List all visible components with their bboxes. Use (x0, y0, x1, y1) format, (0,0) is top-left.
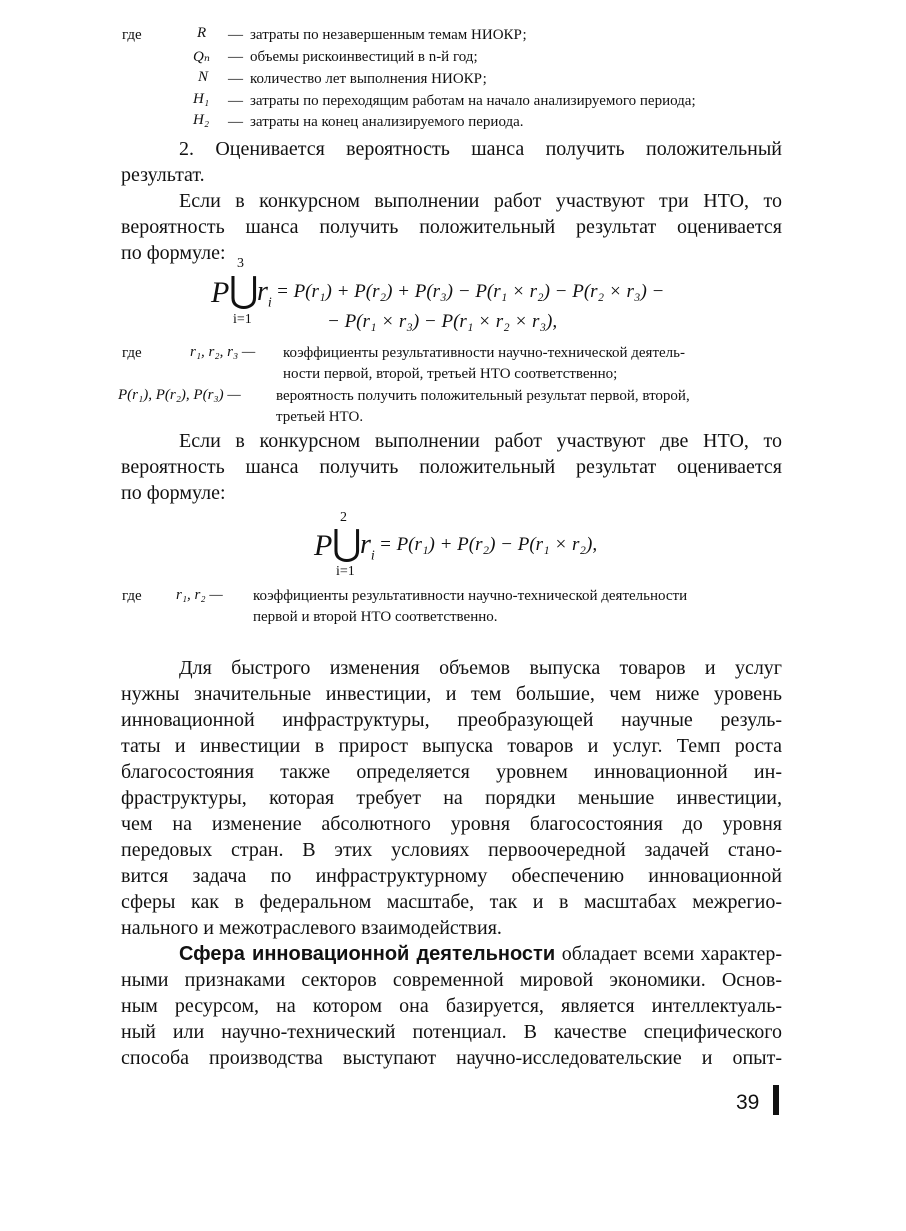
text-line: Для быстрого изменения объемов выпуска товаров и услуг (179, 657, 782, 679)
r-i-symbol: $r_i$ (360, 529, 375, 564)
formula-rhs-line-1: = P(r₁) + P(r₂) + P(r₃) − P(r₁ × r₂) − P(r₂ × r₃) − (276, 281, 665, 302)
definition-N: количество лет выполнения НИОКР; (250, 71, 487, 87)
main-paragraph (121, 655, 782, 941)
text-line: 2. Оценивается вероятность шанса получить положительный (179, 138, 782, 160)
dash: — (228, 114, 243, 130)
text-line: способа производства выступают научно-исследовательские и опыт- (121, 1047, 782, 1069)
definition-r-line-1: коэффициенты результативности научно-технической деятельности (253, 588, 688, 604)
definition-H2: затраты на конец анализируемого периода. (250, 114, 524, 130)
text-line: по формуле: (121, 482, 226, 504)
text-line: сферы как в федеральном масштабе, так и в масштабах межрегио- (121, 891, 782, 913)
dash: — (228, 49, 243, 65)
union-icon: ⋃ (332, 523, 362, 564)
formula-rhs: = P(r₁) + P(r₂) − P(r₁ × r₂), (379, 534, 598, 555)
text-line: результат. (121, 164, 205, 186)
sphere-paragraph (121, 941, 782, 1071)
where-label: где (122, 27, 142, 43)
definition-R: затраты по незавершенным темам НИОКР; (250, 27, 527, 43)
text-line: ный или научно-технический потенциал. В качестве специфического (121, 1021, 782, 1043)
definition-P-line-1: вероятность получить положительный результат первой, второй, (276, 388, 690, 404)
text-line: передовых стран. В этих условиях первоочередной задачей стано- (121, 839, 782, 861)
text-line: таты и инвестиции в прирост выпуска товаров и услуг. Темп роста (121, 735, 782, 757)
page-number: 39 (736, 1091, 760, 1114)
text-line: нужны значительные инвестиции, и тем большие, чем ниже уровень (121, 683, 782, 705)
text-line: ным ресурсом, на котором она базируется, является интеллектуаль- (121, 995, 782, 1017)
text-line: по формуле: (121, 242, 226, 264)
symbol-N: N (198, 69, 209, 85)
symbol-H2: H₂ (193, 112, 210, 128)
symbols-r: r₁, r₂ — (176, 587, 223, 603)
definition-r-line-2: ности первой, второй, третьей НТО соответственно; (283, 366, 618, 382)
definition-H1: затраты по переходящим работам на начало анализируемого периода; (250, 93, 696, 109)
definition-P-line-2: третьей НТО. (276, 409, 364, 425)
definition-r-line-1: коэффициенты результативности научно-технической деятель- (283, 345, 685, 361)
symbols-r: r₁, r₂, r₃ — (190, 344, 256, 360)
union-icon: ⋃ (229, 270, 259, 311)
text-line: чем на изменение абсолютного уровня благосостояния до уровня (121, 813, 782, 835)
symbol-R: R (197, 25, 207, 41)
bold-term: Сфера инновационной деятельности (179, 943, 556, 965)
text-line: благосостояния также определяется уровнем инновационной ин- (121, 761, 782, 783)
text-line: вероятность шанса получить положительный результат оценивается (121, 456, 782, 478)
union-lower-limit: i=1 (336, 564, 355, 579)
text-line: фраструктуры, которая требует на порядки меньшие инвестиции, (121, 787, 782, 809)
where-label: где (122, 345, 142, 361)
probability-symbol: P (314, 529, 333, 562)
text-fragment: обладает всеми характер- (555, 943, 782, 965)
definition-r-line-2: первой и второй НТО соответственно. (253, 609, 498, 625)
union-upper-limit: 2 (340, 510, 347, 525)
symbol-H1: H₁ (193, 91, 210, 107)
text-line: нального и межотраслевого взаимодействия. (121, 917, 502, 939)
definition-Qn: объемы рискоинвестиций в n-й год; (250, 49, 478, 65)
item-2-paragraph (121, 136, 782, 188)
where-label: где (122, 588, 142, 604)
dash: — (228, 71, 243, 87)
page-number-bar (773, 1085, 779, 1115)
text-line: вероятность шанса получить положительный результат оценивается (121, 216, 782, 238)
symbol-Qn: Qₙ (193, 49, 210, 65)
union-lower-limit: i=1 (233, 312, 252, 327)
formula-rhs-line-2: − P(r₁ × r₃) − P(r₁ × r₂ × r₃), (327, 311, 558, 332)
text-line: Если в конкурсном выполнении работ участвуют две НТО, то (179, 430, 782, 452)
two-nto-paragraph (121, 428, 782, 506)
probability-symbol: P (211, 276, 230, 309)
text-line: инновационной инфраструктуры, преобразующей научные резуль- (121, 709, 782, 731)
text-line: Если в конкурсном выполнении работ участвуют три НТО, то (179, 190, 782, 212)
r-i-symbol: $r_i$ (257, 276, 272, 311)
union-upper-limit: 3 (237, 256, 244, 271)
text-line: вится задача по инфраструктурному обеспечению инновационной (121, 865, 782, 887)
dash: — (228, 93, 243, 109)
three-nto-paragraph (121, 188, 782, 266)
dash: — (228, 27, 243, 43)
symbols-P: P(r₁), P(r₂), P(r₃) — (118, 387, 241, 403)
text-line: ными признаками секторов современной мировой экономики. Основ- (121, 969, 782, 991)
text-line (121, 941, 782, 967)
